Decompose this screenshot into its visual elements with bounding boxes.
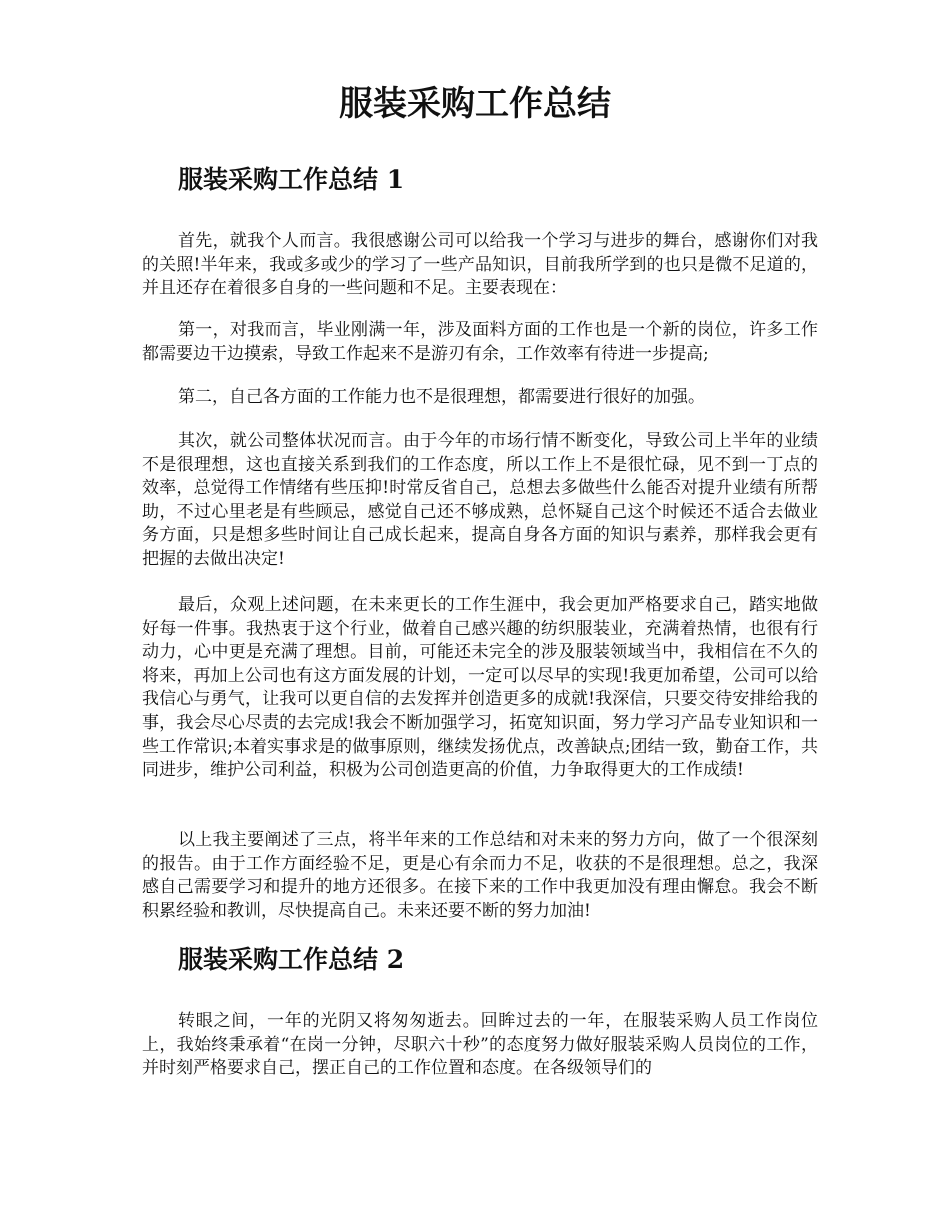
section-heading-1: 服装采购工作总结 1 [178,165,405,194]
paragraph: 以上我主要阐述了三点，将半年来的工作总结和对未来的努力方向，做了一个很深刻的报告。由于工作方面经验不足，更是心有余而力不足，收获的不是很理想。总之，我深感自己需要学习和提升的地方还很多。在接下来的工作中我更加没有理由懈怠。我会不断积累经验和教训，尽快提高自己。未来还要不断的努力加油! [142,830,818,921]
paragraph: 第一，对我而言，毕业刚满一年，涉及面料方面的工作也是一个新的岗位，许多工作都需要边干边摸索，导致工作起来不是游刃有余，工作效率有待进一步提高; [142,320,818,364]
paragraph: 第二，自己各方面的工作能力也不是很理想，都需要进行很好的加强。 [178,387,705,407]
document-title: 服装采购工作总结 [339,84,611,124]
paragraph: 最后，众观上述问题，在未来更长的工作生涯中，我会更加严格要求自己，踏实地做好每一件事。我热衷于这个行业，做着自己感兴趣的纺织服装业，充满着热情，也很有行动力，心中更是充满了理想。目前，可能还未完全的涉及服装领域当中，我相信在不久的将来，再加上公司也有这方面发展的计划，一定可以尽早的实现!我更加希望，公司可以给我信心与勇气，让我可以更自信的去发挥并创造更多的成就!我深信，只要交待安排给我的事，我会尽心尽责的去完成!我会不断加强学习，拓宽知识面，努力学习产品专业知识和一些工作常识;本着实事求是的做事原则，继续发扬优点，改善缺点;团结一致，勤奋工作，共同进步，维护公司利益，积极为公司创造更高的价值，力争取得更大的工作成绩! [142,595,818,781]
paragraph: 其次，就公司整体状况而言。由于今年的市场行情不断变化，导致公司上半年的业绩不是很理想，这也直接关系到我们的工作态度，所以工作上不是很忙碌，见不到一丁点的效率，总觉得工作情绪有些压抑!时常反省自己，总想去多做些什么能否对提升业绩有所帮助，不过心里老是有些顾忌，感觉自己还不够成熟，总怀疑自己这个时候还不适合去做业务方面，只是想多些时间让自己成长起来，提高自身各方面的知识与素养，那样我会更有把握的去做出决定! [142,431,818,569]
paragraph: 首先，就我个人而言。我很感谢公司可以给我一个学习与进步的舞台，感谢你们对我的关照!半年来，我或多或少的学习了一些产品知识，目前我所学到的也只是微不足道的，并且还存在着很多自身的一些问题和不足。主要表现在： [142,231,818,299]
section-heading-2: 服装采购工作总结 2 [178,945,405,974]
paragraph: 转眼之间，一年的光阴又将匆匆逝去。回眸过去的一年，在服装采购人员工作岗位上，我始终秉承着“在岗一分钟，尽职六十秒”的态度努力做好服装采购人员岗位的工作，并时刻严格要求自己，摆正自己的工作位置和态度。在各级领导们的 [142,1011,818,1079]
